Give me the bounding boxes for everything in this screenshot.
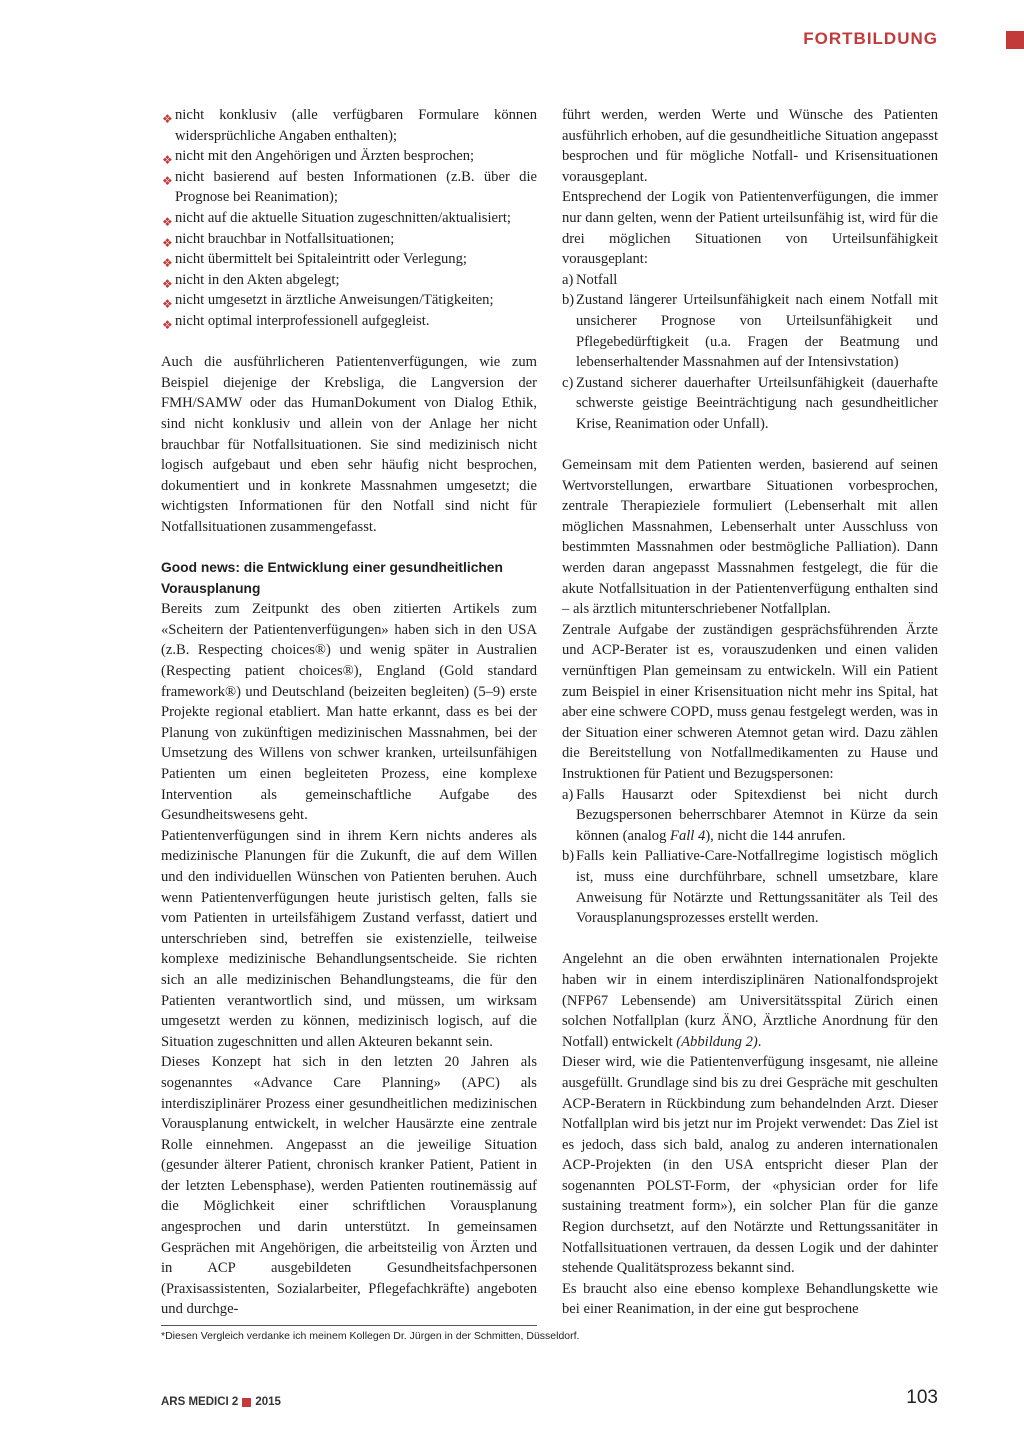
footnote-divider xyxy=(161,1325,537,1326)
list-item: ❖ nicht basierend auf besten Informationen (z.B. über die Prognose bei Reanimation); xyxy=(162,168,537,206)
diamond-bullet-icon: ❖ xyxy=(162,235,173,250)
section-label: FORTBILDUNG xyxy=(803,29,938,48)
diamond-bullet-icon: ❖ xyxy=(162,297,173,312)
list-item: c) Zustand sicherer dauerhafter Urteilsunfähigkeit (dauerhafte schwerste geistige Beeinträchtigung nach gesundheitlicher Krise, Reanimation oder Unfall). xyxy=(562,374,938,432)
journal-footer xyxy=(161,1396,281,1408)
left-column xyxy=(161,105,537,1320)
list-item: ❖ nicht in den Akten abgelegt; xyxy=(161,270,537,291)
paragraph: Es braucht also eine ebenso komplexe Behandlungskette wie bei einer Reanimation, in der eine gut besprochene xyxy=(562,1280,938,1318)
right-column xyxy=(562,105,938,1320)
paragraph: Dieses Konzept hat sich in den letzten 20 Jahren als sogenanntes «Advance Care Planning» (APC) als interdisziplinärer Prozess einer gesundheitlichen medizinischen Vorausplanung entwickelt, in welcher Hausärzte eine zentrale Rolle einnehmen. Angepasst an die jeweilige Situation (gesunder älterer Patient, chronisch kranker Patient, Patient in der letzten Lebensphase), werden Patienten routinemässig auf die Möglichkeit einer schriftlichen Vorausplanung angesprochen und darin unterstützt. In gemeinsamen Gesprächen mit Angehörigen, die arbeitsteilig von Ärzten und in ACP ausgebildeten Gesundheitsfachpersonen (Praxisassistenten, Sozialarbeiter, Pflegefachkräfte) angeboten und durchge- xyxy=(161,1054,537,1318)
diamond-bullet-icon: ❖ xyxy=(162,153,173,168)
diamond-bullet-icon: ❖ xyxy=(162,214,173,229)
paragraph: Angelehnt an die oben erwähnten internationalen Projekte haben wir in einem interdisziplinären Nationalfondsprojekt (NFP67 Lebensende) am Universitätsspital Zürich einen solchen Notfallplan (kurz ÄNO, Ärztliche Anordnung für den Notfall) entwickelt (Abbildung 2). xyxy=(562,951,938,1050)
list-item: a) Falls Hausarzt oder Spitexdienst bei nicht durch Bezugspersonen beherrschbarer Atemnot in Kürze da sein können (analog Fall 4), nicht die 144 anrufen. xyxy=(562,786,938,844)
journal-year: 2015 xyxy=(255,1396,281,1408)
paragraph: Entsprechend der Logik von Patientenverfügungen, die immer nur dann gelten, wenn der Patient urteilsunfähig ist, wird für die drei möglichen Situationen von Urteilsunfähigkeit vorausgeplant: xyxy=(562,189,938,268)
list-item: a) Notfall xyxy=(562,271,618,288)
paragraph: Zentrale Aufgabe der zuständigen gesprächsführenden Ärzte und ACP-Berater ist es, vorauszudenken und einen validen vernünftigen Plan gemeinsam zu entwickeln. Will ein Patient zum Beispiel in einer Krisensituation nicht mehr ins Spital, hat aber eine schwere COPD, muss genau festgelegt werden, was in der Situation einer schweren Atemnot getan wird. Dazu zählen die Bereitstellung von Notfallmedikamenten zu Hause und Instruktionen für Patient und Bezugspersonen: xyxy=(562,621,938,782)
list-item: ❖ nicht auf die aktuelle Situation zugeschnitten/aktualisiert; xyxy=(161,208,537,229)
journal-name: ARS MEDICI 2 xyxy=(161,1396,239,1408)
paragraph: Gemeinsam mit dem Patienten werden, basierend auf seinen Wertvorstellungen, erwartbare Situationen vorbesprochen, zentrale Therapieziele formuliert (Lebenserhalt mit allen möglichen Massnahmen, Lebenserhalt unter Ausschluss von bestimmten Massnahmen oder bestmögliche Palliation). Dann werden daran angepasst Massnahmen festgelegt, die für die akute Notfallsituation in der Patientenverfügung enthalten sind – als ärztlich mitunterschriebener Notfallplan. xyxy=(562,457,938,618)
paragraph: führt werden, werden Werte und Wünsche des Patienten ausführlich erhoben, auf die gesundheitliche Situation angepasst besprochen und für mögliche Notfall- und Krisensituationen vorausgeplant. xyxy=(562,107,938,185)
page-number: 103 xyxy=(906,1387,938,1408)
paragraph: Auch die ausführlicheren Patientenverfügungen, wie zum Beispiel diejenige der Krebsliga, die Langversion der FMH/SAMW oder das HumanDokument von Dialog Ethik, sind nicht konklusiv und allein von der Anlage her nicht brauchbar für Notfallsituationen. Sie sind medizinisch nicht logisch aufgebaut und eben sehr häufig nicht besprochen, dokumentiert und in konkrete Massnahmen umgesetzt; die wichtigsten Informationen für den Notfall sind nicht für Notfallsituationen zusammengefasst. xyxy=(161,354,537,535)
list-item: ❖ nicht übermittelt bei Spitaleintritt oder Verlegung; xyxy=(161,249,537,270)
list-item: ❖ nicht umgesetzt in ärztliche Anweisungen/Tätigkeiten; xyxy=(161,290,537,311)
diamond-bullet-icon: ❖ xyxy=(162,317,173,332)
instructions-list xyxy=(562,785,938,929)
paragraph: Patientenverfügungen sind in ihrem Kern nichts anderes als medizinische Planungen für die Zukunft, die auf dem Willen und den individuellen Wünschen von Patienten beruhen. Auch wenn Patientenverfügungen heute juristisch gelten, falls sie vom Patienten in urteilsfähigem Zustand verfasst, datiert und unterschrieben sind, betreffen sie existenzielle, teilweise komplexe medizinische Behandlungsentscheide. Sie richten sich an alle medizinischen Behandlungsteams, die für den Patienten verantwortlich sind, und müssen, um wirksam umgesetzt werden zu können, medizinisch logisch, auf die Situation zugeschnitten und allen Akteuren bekannt sein. xyxy=(161,827,537,1050)
situations-list xyxy=(562,270,938,435)
list-item: ❖ nicht optimal interprofessionell aufgegleist. xyxy=(161,311,537,332)
paragraph: Dieser wird, wie die Patientenverfügung insgesamt, nie alleine ausgefüllt. Grundlage sind bis zu drei Gespräche mit geschulten ACP-Beratern in Rückbindung zum behandelnden Arzt. Dieser Notfallplan wird bis jetzt nur im Projekt verwendet: Das Ziel ist es jedoch, dass sich bald, analog zu anderen internationalen ACP-Projekten (in den USA entspricht dieser Plan der sogenannten POLST-Form, der «physician order for life sustaining treatment form»), ein solcher Plan für die ganze Region durchsetzt, auf den Notärzte und Rettungssanitäter in Notfallsituationen vertrauen, da dessen Logik und der dahinter stehende Qualitätsprozess bekannt sind. xyxy=(562,1054,938,1277)
diamond-bullet-icon: ❖ xyxy=(162,276,173,291)
section-heading: Good news: die Entwicklung einer gesundheitlichen Vorausplanung xyxy=(161,560,503,596)
list-item: ❖ nicht brauchbar in Notfallsituationen; xyxy=(161,229,537,250)
diamond-bullet-icon: ❖ xyxy=(162,112,173,126)
list-item: ❖ nicht konklusiv (alle verfügbaren Formulare können widersprüchliche Angaben enthalten); xyxy=(162,107,537,144)
diamond-bullet-icon: ❖ xyxy=(162,256,173,271)
paragraph: Bereits zum Zeitpunkt des oben zitierten Artikels zum «Scheitern der Patientenverfügungen» haben sich in den USA (z.B. Respecting choices®) und wenig später in Australien (Respecting patient choices®), England (Gold standard framework®) und Deutschland (beizeiten begleiten) (5–9) erste Projekte regional etabliert. Man hatte erkannt, dass es bei der Planung von zukünftigen medizinischen Massnahmen, bei der Umsetzung des Willens von schwer kranken, urteilsunfähigen Patienten um einen begleiteten Prozess, eine komplexe Intervention als gemeinschaftliche Aufgabe des Gesundheitswesens geht. xyxy=(161,601,537,824)
diamond-bullet-icon: ❖ xyxy=(162,173,173,188)
list-item: ❖ nicht mit den Angehörigen und Ärzten besprochen; xyxy=(161,146,537,167)
footer-marker-square xyxy=(242,1398,251,1407)
list-item: b) Falls kein Palliative-Care-Notfallregime logistisch möglich ist, muss eine durchführbare, schnell umsetzbare, klare Anweisung für Notärzte und Rettungssanitäter als Teil des Vorausplanungsprozesses erstellt werden. xyxy=(562,848,938,927)
shortcomings-list xyxy=(161,105,537,332)
list-item: b) Zustand längerer Urteilsunfähigkeit nach einem Notfall mit unsicherer Prognose von Urteilsunfähigkeit und Pflegebedürftigkeit (u.a. Fragen der Beatmung und lebenserhaltender Massnahmen auf der Intensivstation) xyxy=(562,292,938,371)
footnote: *Diesen Vergleich verdanke ich meinem Kollegen Dr. Jürgen in der Schmitten, Düsseldorf. xyxy=(161,1330,580,1342)
section-marker-square xyxy=(1006,31,1024,49)
